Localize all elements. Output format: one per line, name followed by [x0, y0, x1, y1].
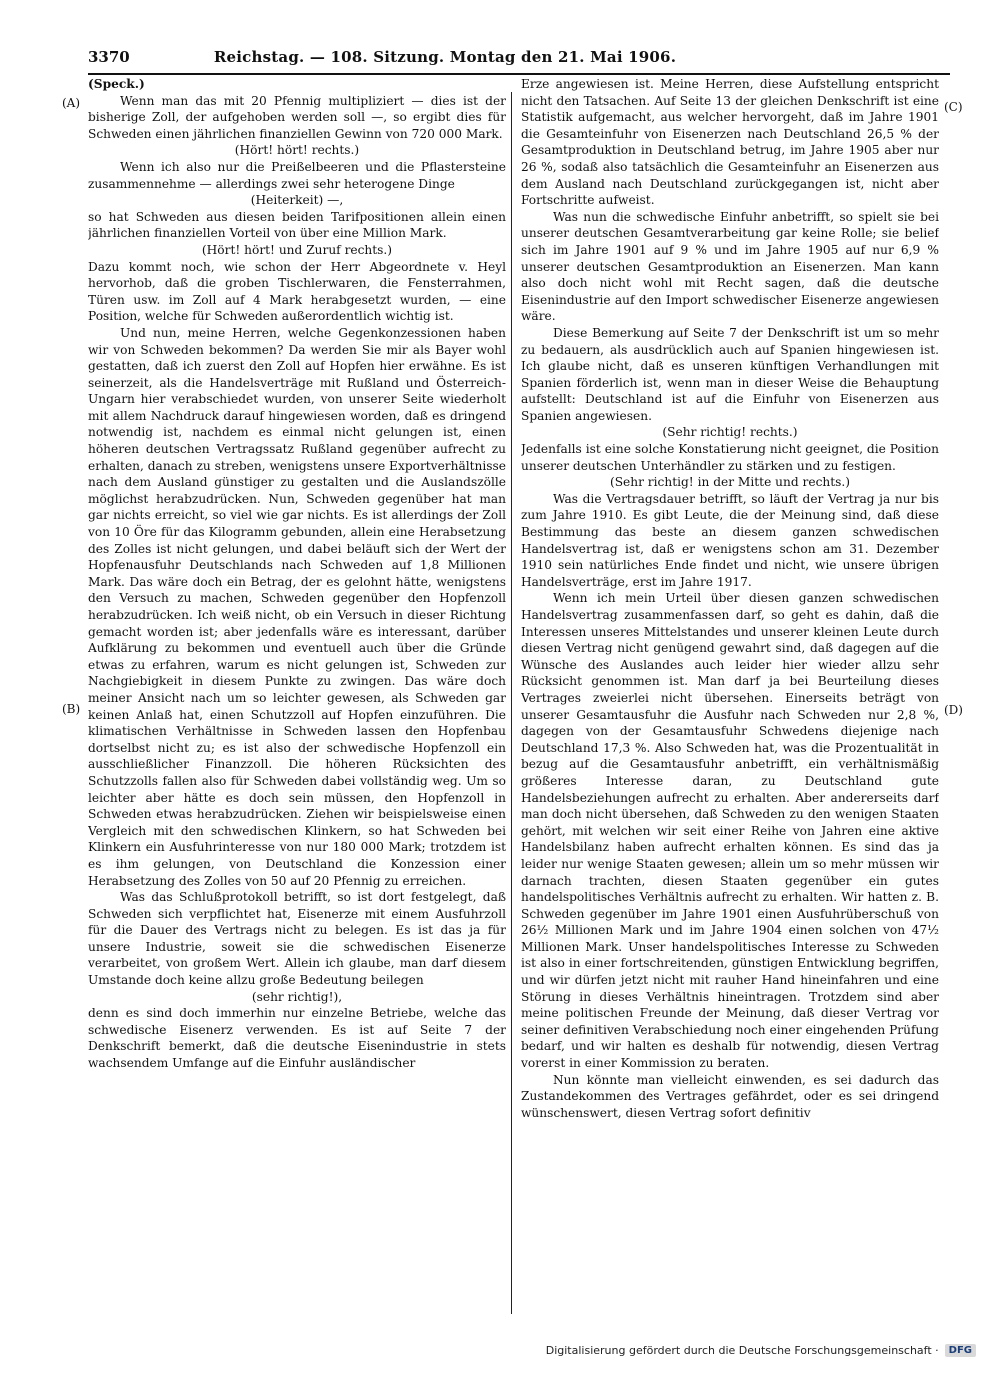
paragraph: Erze angewiesen ist. Meine Herren, diese Aufstellung entspricht nicht den Tatsachen. Auf Seite 13 der gleichen Denkschrift ist eine Statistik aufgemacht, aus welcher hervorgeht, daß im Jahre 1901 die Gesamteinfuhr von Eisenerzen nach Deutschland 26,5 % der Gesamtproduktion in Deutschland betrug, im Jahre 1905 aber nur 26 %, sodaß also tatsächlich die Gesamteinfuhr an Eisenerzen aus dem Ausland nach Deutschland zurückgegangen ist, nicht aber Fortschritte aufweist.	[521, 77, 939, 208]
paragraph: Diese Bemerkung auf Seite 7 der Denkschrift ist um so mehr zu bedauern, als ausdrücklich auch auf Spanien hingewiesen ist. Ich glaube nicht, daß es unseren künftigen Verhandlungen mit Spanien förderlich ist, wenn man in dieser Weise die Behauptung aufstellt: Deutschland ist auf die Einfuhr von Eisenerzen aus Spanien angewiesen.	[521, 325, 939, 423]
paragraph: Wenn man das mit 20 Pfennig multipliziert — dies ist der bisherige Zoll, der aufgehoben werden soll —, so ergibt dies für Schweden einen jährlichen finanziellen Gewinn von 720 000 Mark.	[88, 93, 506, 141]
footer-credit: Digitalisierung gefördert durch die Deutsche Forschungsgemeinschaft ·	[545, 1344, 939, 1357]
margin-marker-b: (B)	[62, 702, 81, 716]
paragraph: Wenn ich also nur die Preißelbeeren und die Pflastersteine zusammennehme — allerdings zwei sehr heterogene Dinge	[88, 159, 506, 191]
paragraph: so hat Schweden aus diesen beiden Tarifpositionen allein einen jährlichen finanziellen Vorteil von über eine Million Mark.	[88, 209, 506, 241]
paragraph: Nun könnte man vielleicht einwenden, es sei dadurch das Zustandekommen des Vertrages gefährdet, oder es sei dringend wünschenswert, diesen Vertrag sofort definitiv	[521, 1072, 939, 1120]
margin-marker-a: (A)	[62, 96, 81, 110]
paragraph: Was die Vertragsdauer betrifft, so läuft der Vertrag ja nur bis zum Jahre 1910. Es gibt Leute, die der Meinung sind, daß diese Bestimmung das beste an diesem ganzen schwedischen Handelsvertrag ist, daß er wenigstens schon am 31. Dezember 1910 sein natürliches Ende findet und nicht, wie unsere übrigen Handelsverträge, erst im Jahre 1917.	[521, 491, 939, 589]
margin-marker-c: (C)	[944, 100, 963, 114]
interjection: (Heiterkeit) —,	[250, 193, 344, 208]
right-column	[521, 76, 939, 1316]
speaker-label: (Speck.)	[88, 77, 145, 91]
left-column	[88, 76, 506, 1316]
interjection: (Hört! hört! rechts.)	[234, 143, 360, 158]
page-number: 3370	[88, 48, 130, 66]
margin-marker-d: (D)	[944, 703, 963, 717]
paragraph: Und nun, meine Herren, welche Gegenkonzessionen haben wir von Schweden bekommen? Da werden Sie mir als Bayer wohl gestatten, daß ich zuerst den Zoll auf Hopfen hier erwähne. Es ist seinerzeit, als die Handelsverträge mit Rußland und Österreich-Ungarn hier verabschiedet wurden, von unserer Seite wiederholt mit allem Nachdruck darauf hingewiesen worden, daß es dringend notwendig ist, nachdem es einmal nicht gelungen ist, einen höheren deutschen Vertragssatz Rußland gegenüber aufrecht zu erhalten, danach zu streben, wenigstens unsere Exportverhältnisse nach dem Ausland günstiger zu gestalten und die Auslandszölle möglichst herabzudrücken. Nun, Schweden gegenüber hat man gar nichts erreicht, so viel wie gar nichts. Es ist allerdings der Zoll von 10 Öre für das Kilogramm gebunden, allein eine Herabsetzung des Zolles ist nicht gelungen, und dabei beläuft sich der Wert der Hopfenausfuhr Deutschlands nach Schweden auf 1,8 Millionen Mark. Das wäre doch ein Betrag, der es gelohnt hätte, wenigstens den Versuch zu machen, Schweden gegenüber den Hopfenzoll herabzudrücken. Ich weiß nicht, ob ein Versuch in dieser Richtung gemacht worden ist; aber jedenfalls wäre es interessant, darüber Aufklärung zu bekommen und eventuell auch über die Gründe etwas zu erfahren, warum es nicht gelungen ist, Schweden zur Nachgiebigkeit in diesem Punkte zu zwingen. Das wäre doch meiner Ansicht nach um so leichter gewesen, als Schweden gar keinen Anlaß hat, einen Schutzzoll auf Hopfen einzuführen. Die klimatischen Verhältnisse in Schweden lassen den Hopfenbau dortselbst nicht zu; es ist also der schwedische Hopfenzoll ein ausschließlicher Finanzzoll. Die höheren Rücksichten des Schutzzolls fallen also für Schweden dabei vollständig weg. Um so leichter aber hätte es doch sein müssen, den Hopfenzoll in Schweden etwas herabzudrücken. Ziehen wir beispielsweise einen Vergleich mit den schwedischen Klinkern, so hat Schweden bei Klinkern ein Ausfuhrinteresse von nur 180 000 Mark; trotzdem ist es ihm gelungen, von Deutschland die Konzession einer Herabsetzung des Zolles von 50 auf 20 Pfennig zu erreichen.	[88, 325, 506, 888]
dfg-logo-icon: DFG	[945, 1344, 976, 1357]
column-divider	[511, 92, 512, 1314]
page-header	[88, 48, 722, 74]
paragraph: Jedenfalls ist eine solche Konstatierung nicht geeignet, die Position unserer deutschen Unterhändler zu stärken und zu festigen.	[521, 442, 939, 473]
interjection: (sehr richtig!),	[251, 989, 343, 1004]
paragraph: Wenn ich mein Urteil über diesen ganzen schwedischen Handelsvertrag zusammenfassen darf, so geht es dahin, daß die Interessen unseres Mittelstandes und unserer kleinen Leute durch diesen Vertrag nicht genügend gewahrt sind, daß dagegen auf die Wünsche des Auslandes auch leider hier wieder allzu sehr Rücksicht genommen ist. Man darf ja bei Beurteilung dieses Vertrages zweierlei nicht übersehen. Einerseits beträgt von unserer Gesamtausfuhr die Ausfuhr nach Schweden nur 2,8 %, dagegen von der Gesamtausfuhr Schwedens diejenige nach Deutschland 17,3 %. Also Schweden hat, was die Prozentualität in bezug auf die Gesamtausfuhr anbetrifft, ein verhältnismäßig größeres Interesse daran, zu Deutschland gute Handelsbeziehungen aufrecht zu erhalten. Aber andererseits darf man doch nicht übersehen, daß Schweden zu den wenigen Staaten gehört, mit welchen wir seit einer Reihe von Jahren eine aktive Handelsbilanz haben aufrecht erhalten können. Es sind das ja leider nur wenige Staaten gewesen; allein um so mehr müssen wir darnach trachten, diesen Staaten gegenüber ein gutes handelspolitisches Verhältnis aufrecht zu erhalten. Wir hatten z. B. Schweden gegenüber im Jahre 1901 einen Ausfuhrüberschuß von 26½ Millionen Mark und im Jahre 1904 einen solchen von 47½ Millionen Mark. Unser handelspolitisches Interesse zu Schweden ist also in einer fortschreitenden, günstigen Entwicklung begriffen, und wir dürfen jetzt nicht mit rauher Hand hineinfahren und eine Störung in dieses Verhältnis hineintragen. Trotzdem sind aber meine politischen Freunde der Meinung, daß dieser Vertrag vor seiner definitiven Verabschiedung noch einer eingehenden Prüfung bedarf, und wir halten es deshalb für notwendig, diesen Vertrag vorerst in einer Kommission zu beraten.	[521, 591, 939, 1071]
paragraph: Was nun die schwedische Einfuhr anbetrifft, so spielt sie bei unserer deutschen Gesamtverarbeitung gar keine Rolle; sie belief sich im Jahre 1901 auf 9 % und im Jahre 1905 auf nur 6,9 % unserer deutschen Gesamtproduktion an Eisenerzen. Man kann also doch nicht wohl mit Recht sagen, daß die deutsche Eisenindustrie auf den Import schwedischer Eisenerze angewiesen wäre.	[521, 209, 939, 324]
interjection: (Sehr richtig! rechts.)	[662, 425, 798, 440]
interjection: (Sehr richtig! in der Mitte und rechts.)	[609, 475, 851, 490]
running-title: Reichstag. — 108. Sitzung. Montag den 21. Mai 1906.	[213, 48, 677, 66]
interjection: (Hört! hört! und Zuruf rechts.)	[201, 242, 393, 257]
header-rule	[88, 73, 950, 75]
paragraph: Was das Schlußprotokoll betrifft, so ist dort festgelegt, daß Schweden sich verpflichtet hat, Eisenerze mit einem Ausfuhrzoll für die Dauer des Vertrags nicht zu belegen. Es ist das ja für unsere Industrie, soweit sie die schwedischen Eisenerze verarbeitet, von großem Wert. Allein ich glaube, man darf diesem Umstande doch keine allzu große Bedeutung beilegen	[88, 890, 506, 988]
paragraph: Dazu kommt noch, wie schon der Herr Abgeordnete v. Heyl hervorhob, daß die groben Tischlerwaren, die Fensterrahmen, Türen usw. im Zoll auf 4 Mark herabgesetzt wurden, — eine Position, welche für Schweden außerordentlich wichtig ist.	[88, 259, 506, 324]
digitization-footer	[546, 1344, 976, 1357]
paragraph: denn es sind doch immerhin nur einzelne Betriebe, welche das schwedische Eisenerz verwenden. Es ist auf Seite 7 der Denkschrift bemerkt, daß die deutsche Eisenindustrie in stets wachsendem Umfange auf die Einfuhr ausländischer	[88, 1006, 506, 1071]
